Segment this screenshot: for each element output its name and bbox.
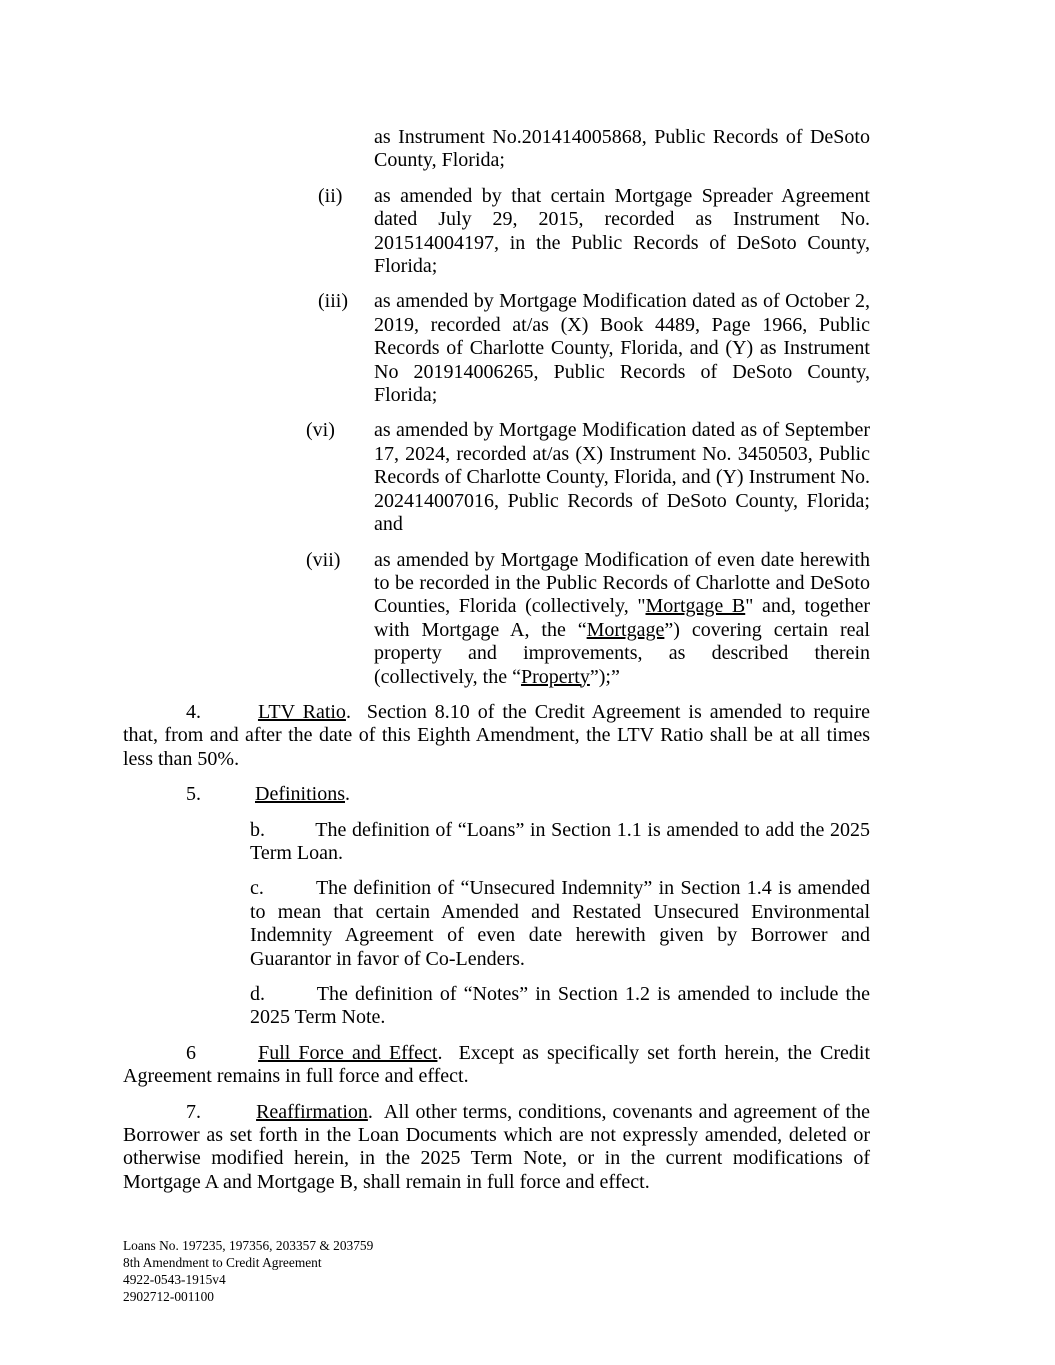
list-item: [306, 548, 870, 689]
underlined-defined-term: Definitions: [255, 783, 345, 806]
footer-line: Loans No. 197235, 197356, 203357 & 203759: [123, 1238, 374, 1253]
list-item: [306, 419, 870, 536]
paragraph-text: [255, 783, 350, 805]
list-item-marker: (vi): [306, 419, 335, 442]
list-item-text: [374, 419, 870, 535]
text-segment: . Except as specifically set forth herein, the Credit Agreement remains in full force and effect.: [123, 1041, 870, 1088]
paragraph-text: [250, 877, 870, 969]
text-segment: as amended by Mortgage Modification dated as of September 17, 2024, recorded at/as (X) Instrument No. 3450503, Public Records of Charlotte County, Florida, and (Y) Instrument No. 202414007016, Public Records of DeSoto County, Florida; and: [374, 419, 870, 536]
footer-line: 2902712-001100: [123, 1289, 215, 1304]
text-segment: .: [345, 783, 350, 806]
underlined-defined-term: Full Force and Effect: [258, 1041, 438, 1064]
underlined-defined-term: Property: [520, 665, 590, 688]
list-item-marker: (ii): [318, 184, 343, 207]
paragraph-number: 4.: [186, 700, 201, 723]
underlined-defined-term: Mortgage B: [645, 595, 746, 618]
footer-line: 4922-0543-1915v4: [123, 1272, 226, 1287]
list-item-marker: (iii): [318, 290, 348, 313]
text-segment: . Section 8.10 of the Credit Agreement is amended to require that, from and after the date of this Eighth Amendment, the LTV Ratio shall be at all times less than 50%.: [123, 700, 870, 770]
document-body: [123, 126, 870, 1206]
text-segment: as amended by that certain Mortgage Spreader Agreement dated July 29, 2015, recorded as Instrument No. 201514004197, in the Public Records of DeSoto County, Florida;: [374, 184, 870, 278]
text-segment: ”) covering certain real property and improvements, as described therein (collectively, the “: [374, 618, 870, 688]
list-item-text: [374, 185, 870, 277]
paragraph: [123, 1101, 870, 1195]
paragraph-text: [250, 819, 870, 864]
text-segment: The definition of “Unsecured Indemnity” in Section 1.4 is amended to mean that certain Amended and Restated Unsecured Environmental Indemnity Agreement of even date herewith given by Borrower and Guarantor in favor of Co-Lenders.: [250, 877, 870, 970]
underlined-defined-term: Reaffirmation: [256, 1100, 368, 1123]
list-item-text: [374, 290, 870, 406]
paragraph-number: c.: [250, 877, 264, 900]
list-item-text: [374, 549, 870, 688]
paragraph-text: [250, 983, 870, 1028]
list-item: [374, 126, 870, 173]
footer-line: 8th Amendment to Credit Agreement: [123, 1255, 322, 1270]
text-segment: as amended by Mortgage Modification dated as of October 2, 2019, recorded at/as (X) Book 4489, Page 1966, Public Records of Charlotte County, Florida, and (Y) as Instrument No 201914006265, Public Records of DeSoto County, Florida;: [374, 290, 870, 407]
list-item: [318, 184, 870, 279]
text-segment: as amended by Mortgage Modification of even date herewith to be recorded in the Public Records of Charlotte and DeSoto Counties, Florida (collectively, ": [374, 548, 870, 618]
document-footer: [123, 1237, 373, 1305]
paragraph-number: d.: [250, 983, 265, 1005]
paragraph: [123, 1042, 870, 1089]
paragraph: [123, 701, 870, 771]
paragraph-number: 6: [186, 1041, 196, 1064]
list-item-text: [374, 126, 870, 171]
paragraph: [123, 783, 870, 806]
paragraph-number: 5.: [186, 783, 201, 806]
text-segment: ”);”: [589, 665, 620, 688]
text-segment: " and, together with Mortgage A, the “: [374, 595, 870, 641]
underlined-defined-term: LTV Ratio: [257, 700, 346, 723]
list-item-marker: (vii): [306, 548, 341, 571]
underlined-defined-term: Mortgage: [586, 618, 665, 641]
paragraph-number: 7.: [186, 1100, 201, 1123]
mortgage-clause-list: [123, 126, 870, 689]
text-segment: as Instrument No.201414005868, Public Records of DeSoto County, Florida;: [374, 126, 870, 172]
numbered-paragraphs: [123, 701, 870, 1194]
text-segment: The definition of “Notes” in Section 1.2 is amended to include the 2025 Term Note.: [250, 983, 870, 1029]
list-item: [318, 290, 870, 407]
text-segment: . All other terms, conditions, covenants and agreement of the Borrower as set forth in the Loan Documents which are not expressly amended, deleted or otherwise modified herein, in the 2025 Term Note, or in the current modifications of Mortgage A and Mortgage B, shall remain in full force and effect.: [123, 1100, 870, 1193]
paragraph: [250, 877, 870, 971]
paragraph-number: b.: [250, 818, 265, 841]
paragraph: [250, 819, 870, 866]
paragraph: [250, 983, 870, 1030]
text-segment: The definition of “Loans” in Section 1.1 is amended to add the 2025 Term Loan.: [250, 818, 871, 864]
